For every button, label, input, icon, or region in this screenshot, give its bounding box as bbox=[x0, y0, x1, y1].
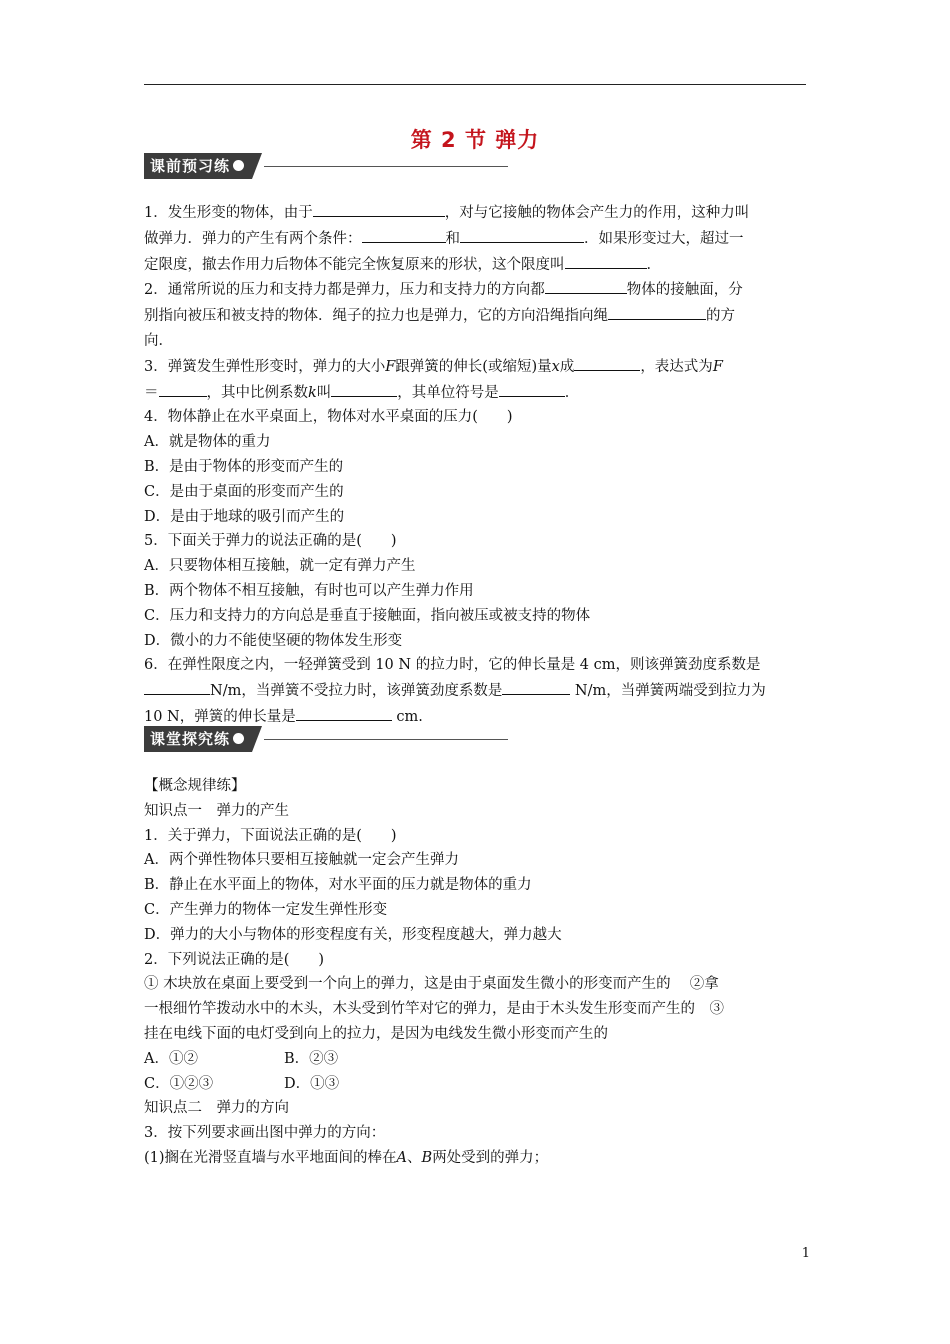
section-title-preclass: 课前预习练 bbox=[150, 157, 231, 175]
section-title-inclass: 课堂探究练 bbox=[150, 730, 231, 748]
ic-q2-option-c[interactable]: C．①②③ bbox=[144, 1075, 214, 1092]
answer-blank[interactable] bbox=[144, 678, 210, 695]
ic-q3-sub1: (1)搁在光滑竖直墙与水平地面间的棒在A、B两处受到的弹力； bbox=[144, 1149, 549, 1166]
ic-q3-stem: 3．按下列要求画出图中弹力的方向： bbox=[144, 1125, 386, 1142]
ic-q2-options-ab bbox=[144, 1047, 808, 1072]
knowledge-point-1: 知识点一 弹力的产生 bbox=[144, 802, 289, 819]
q2-line2: 别指向被压和被支持的物体．绳子的拉力也是弹力，它的方向沿绳指向绳 的方 bbox=[144, 303, 808, 329]
answer-blank[interactable] bbox=[565, 252, 647, 269]
ic-q2-line2: 一根细竹竿拨动水中的木头，木头受到竹竿对它的弹力，是由于木头发生形变而产生的 ③ bbox=[144, 1001, 724, 1018]
q4-option-c[interactable]: C．是由于桌面的形变而产生的 bbox=[144, 483, 344, 500]
answer-blank[interactable] bbox=[502, 678, 570, 695]
section-banner-label bbox=[144, 153, 252, 179]
page-number: 1 bbox=[801, 1246, 810, 1261]
ic-q2-options-cd bbox=[144, 1072, 808, 1097]
q6-line1: 6．在弹性限度之内，一轻弹簧受到 10 N 的拉力时，它的伸长量是 4 cm，则该弹簧劲度系数是 bbox=[144, 657, 761, 674]
q4-option-b[interactable]: B．是由于物体的形变而产生的 bbox=[144, 458, 344, 475]
inclass-exercises bbox=[144, 774, 808, 1171]
q4-stem: 4．物体静止在水平桌面上，物体对水平桌面的压力( ) bbox=[144, 409, 513, 426]
answer-blank[interactable] bbox=[545, 277, 627, 294]
ic-q1-option-a[interactable]: A．两个弹性物体只要相互接触就一定会产生弹力 bbox=[144, 852, 459, 869]
concept-heading: 【概念规律练】 bbox=[144, 778, 246, 794]
q3-line2: ＝ ，其中比例系数k叫 ，其单位符号是 ． bbox=[144, 380, 808, 406]
q2-line1: 2．通常所说的压力和支持力都是弹力，压力和支持力的方向都 物体的接触面，分 bbox=[144, 277, 808, 303]
answer-blank[interactable] bbox=[499, 380, 565, 397]
header-rule bbox=[144, 84, 806, 85]
answer-blank[interactable] bbox=[331, 380, 397, 397]
ic-q1-option-d[interactable]: D．弹力的大小与物体的形变程度有关，形变程度越大，弹力越大 bbox=[144, 926, 562, 943]
ic-q2-option-b[interactable]: B．②③ bbox=[284, 1050, 339, 1067]
answer-blank[interactable] bbox=[574, 354, 640, 371]
answer-blank[interactable] bbox=[159, 380, 207, 397]
ic-q2-option-d[interactable]: D．①③ bbox=[284, 1075, 340, 1092]
ic-q2-line1: ① 木块放在桌面上要受到一个向上的弹力，这是由于桌面发生微小的形变而产生的 ②拿 bbox=[144, 976, 719, 993]
bullet-icon bbox=[233, 160, 244, 171]
answer-blank[interactable] bbox=[460, 226, 584, 243]
ic-q1-option-b[interactable]: B．静止在水平面上的物体，对水平面的压力就是物体的重力 bbox=[144, 877, 532, 894]
section-banner-preclass bbox=[144, 153, 508, 179]
q4-option-a[interactable]: A．就是物体的重力 bbox=[144, 434, 271, 451]
answer-blank[interactable] bbox=[296, 704, 392, 721]
q5-option-b[interactable]: B．两个物体不相互接触，有时也可以产生弹力作用 bbox=[144, 582, 474, 599]
preclass-exercises bbox=[144, 200, 808, 730]
q3-line1: 3．弹簧发生弹性形变时，弹力的大小F跟弹簧的伸长(或缩短)量x成 ，表达式为F bbox=[144, 354, 808, 380]
q1-line2: 做弹力．弹力的产生有两个条件： 和 ．如果形变过大，超过一 bbox=[144, 226, 808, 252]
ic-q2-line3: 挂在电线下面的电灯受到向上的拉力，是因为电线发生微小形变而产生的 bbox=[144, 1025, 608, 1042]
section-banner-line bbox=[264, 739, 508, 740]
section-banner-line bbox=[264, 166, 508, 167]
ic-q1-stem: 1．关于弹力，下面说法正确的是( ) bbox=[144, 827, 397, 844]
q6-line2: N/m，当弹簧不受拉力时，该弹簧劲度系数是 N/m，当弹簧两端受到拉力为 bbox=[144, 678, 808, 704]
q5-option-c[interactable]: C．压力和支持力的方向总是垂直于接触面，指向被压或被支持的物体 bbox=[144, 607, 591, 624]
q5-option-a[interactable]: A．只要物体相互接触，就一定有弹力产生 bbox=[144, 558, 416, 575]
answer-blank[interactable] bbox=[362, 226, 446, 243]
q6-line3: 10 N，弹簧的伸长量是 cm. bbox=[144, 704, 808, 730]
ic-q2-stem: 2．下列说法正确的是( ) bbox=[144, 951, 325, 968]
q1-line1: 1．发生形变的物体，由于 ，对与它接触的物体会产生力的作用，这种力叫 bbox=[144, 200, 808, 226]
ic-q1-option-c[interactable]: C．产生弹力的物体一定发生弹性形变 bbox=[144, 901, 388, 918]
ic-q2-option-a[interactable]: A．①② bbox=[144, 1050, 198, 1067]
q4-option-d[interactable]: D．是由于地球的吸引而产生的 bbox=[144, 508, 345, 525]
section-banner-inclass bbox=[144, 726, 508, 752]
answer-blank[interactable] bbox=[608, 303, 706, 320]
answer-blank[interactable] bbox=[313, 200, 445, 217]
page-title: 第 2 节 弹力 bbox=[410, 128, 540, 152]
knowledge-point-2: 知识点二 弹力的方向 bbox=[144, 1100, 289, 1117]
q5-option-d[interactable]: D．微小的力不能使坚硬的物体发生形变 bbox=[144, 632, 403, 649]
q5-stem: 5．下面关于弹力的说法正确的是( ) bbox=[144, 533, 397, 550]
bullet-icon bbox=[233, 733, 244, 744]
q1-line3: 定限度，撤去作用力后物体不能完全恢复原来的形状，这个限度叫 ． bbox=[144, 252, 808, 278]
q2-line3: 向． bbox=[144, 332, 173, 349]
section-banner-label bbox=[144, 726, 252, 752]
